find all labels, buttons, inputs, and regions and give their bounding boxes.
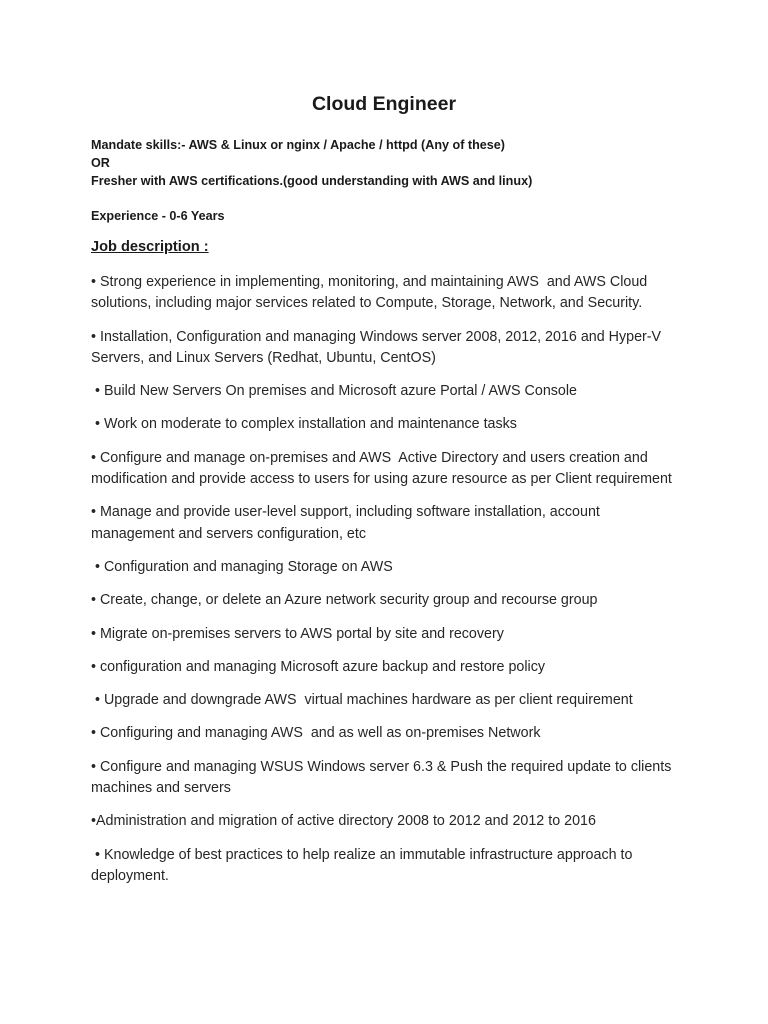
list-item: • Configuring and managing AWS and as well as on-premises Network	[91, 725, 541, 742]
list-item: • Create, change, or delete an Azure network security group and recourse group	[91, 592, 598, 609]
list-item: • Knowledge of best practices to help realize an immutable infrastructure approach to deployment.	[91, 846, 637, 884]
responsibilities-list	[91, 272, 681, 887]
document-title: Cloud Engineer	[311, 93, 457, 115]
list-item: • Configure and managing WSUS Windows server 6.3 & Push the required update to clients machines and servers	[91, 758, 676, 797]
mandate-skills-line: Mandate skills:- AWS & Linux or nginx / Apache / httpd (Any of these)	[91, 138, 505, 152]
list-item: • Build New Servers On premises and Microsoft azure Portal / AWS Console	[91, 383, 578, 400]
list-item: • Installation, Configuration and managing Windows server 2008, 2012, 2016 and Hyper-V Servers, and Linux Servers (Redhat, Ubuntu, CentOS)	[91, 328, 666, 366]
list-item: • Manage and provide user-level support, including software installation, account management and servers configuration, etc	[91, 504, 604, 542]
job-description-heading: Job description :	[91, 239, 209, 255]
list-item: • Migrate on-premises servers to AWS portal by site and recovery	[91, 625, 504, 642]
list-item: • Work on moderate to complex installation and maintenance tasks	[91, 416, 517, 433]
list-item: • Strong experience in implementing, monitoring, and maintaining AWS and AWS Cloud solutions, including major services related to Compute, Storage, Network, and Security.	[91, 274, 652, 312]
list-item: • Configure and manage on-premises and AWS Active Directory and users creation and modification and provide access to users for using azure resource as per Client requirement	[91, 449, 672, 488]
list-item: • configuration and managing Microsoft azure backup and restore policy	[91, 658, 546, 675]
list-item: • Upgrade and downgrade AWS virtual machines hardware as per client requirement	[91, 692, 633, 709]
fresher-line: Fresher with AWS certifications.(good understanding with AWS and linux)	[91, 174, 533, 188]
or-line: OR	[91, 156, 110, 170]
experience-line: Experience - 0-6 Years	[91, 209, 225, 223]
list-item: •Administration and migration of active directory 2008 to 2012 and 2012 to 2016	[91, 813, 596, 830]
list-item: • Configuration and managing Storage on AWS	[91, 558, 393, 575]
